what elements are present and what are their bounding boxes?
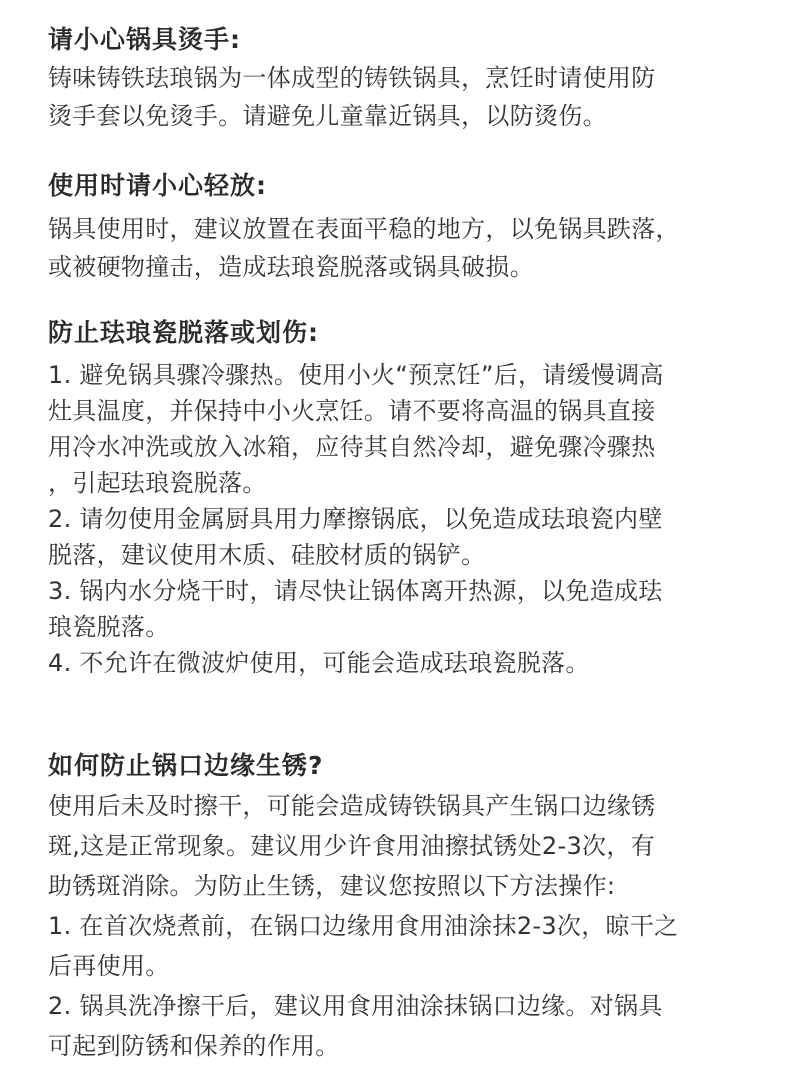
- list-line: 用冷水冲洗或放入冰箱，应待其自然冷却，避免骤冷骤热: [48, 433, 656, 461]
- section-burn-warning: [48, 22, 748, 134]
- section-prevent-rust: [48, 748, 748, 1064]
- section-prevent-chipping: [48, 315, 748, 681]
- paragraph-line: 或被硬物撞击，造成珐琅瓷脱落或锅具破损。: [48, 253, 534, 281]
- list-line: 灶具温度，并保持中小火烹饪。请不要将高温的锅具直接: [48, 397, 656, 425]
- list-line: 琅瓷脱落。: [48, 613, 170, 641]
- section-heading: 防止珐琅瓷脱落或划伤:: [48, 318, 319, 347]
- paragraph-line: 铸味铸铁珐琅锅为一体成型的铸铁锅具，烹饪时请使用防: [48, 64, 656, 92]
- section-heading: 使用时请小心轻放:: [48, 171, 267, 200]
- paragraph-line: 烫手套以免烫手。请避免儿童靠近锅具，以防烫伤。: [48, 102, 607, 130]
- list-line: 可起到防锈和保养的作用。: [48, 1032, 340, 1060]
- section-heading: 如何防止锅口边缘生锈?: [48, 751, 324, 780]
- list-line: 2. 请勿使用金属厨具用力摩擦锅底，以免造成珐琅瓷内壁: [48, 505, 663, 533]
- section-heading: 请小心锅具烫手:: [48, 25, 241, 54]
- list-line: 1. 避免锅具骤冷骤热。使用小火“预烹饪”后，请缓慢调高: [48, 361, 664, 389]
- list-line: 后再使用。: [48, 952, 170, 980]
- list-line: 4. 不允许在微波炉使用，可能会造成珐琅瓷脱落。: [48, 649, 590, 677]
- list-line: 脱落，建议使用木质、硅胶材质的锅铲。: [48, 541, 486, 569]
- list-line: ，引起珐琅瓷脱落。: [48, 469, 267, 497]
- section-handle-gently: [48, 168, 748, 285]
- paragraph-line: 助锈斑消除。为防止生锈，建议您按照以下方法操作:: [48, 872, 616, 900]
- paragraph-line: 锅具使用时，建议放置在表面平稳的地方，以免锅具跌落，: [48, 215, 680, 243]
- list-line: 2. 锅具洗净擦干后，建议用食用油涂抹锅口边缘。对锅具: [48, 992, 663, 1020]
- paragraph-line: 斑,这是正常现象。建议用少许食用油擦拭锈处2-3次，有: [48, 832, 655, 860]
- paragraph-line: 使用后未及时擦干，可能会造成铸铁锅具产生锅口边缘锈: [48, 792, 656, 820]
- list-line: 1. 在首次烧煮前，在锅口边缘用食用油涂抹2-3次，晾干之: [48, 912, 679, 940]
- list-line: 3. 锅内水分烧干时，请尽快让锅体离开热源，以免造成珐: [48, 577, 663, 605]
